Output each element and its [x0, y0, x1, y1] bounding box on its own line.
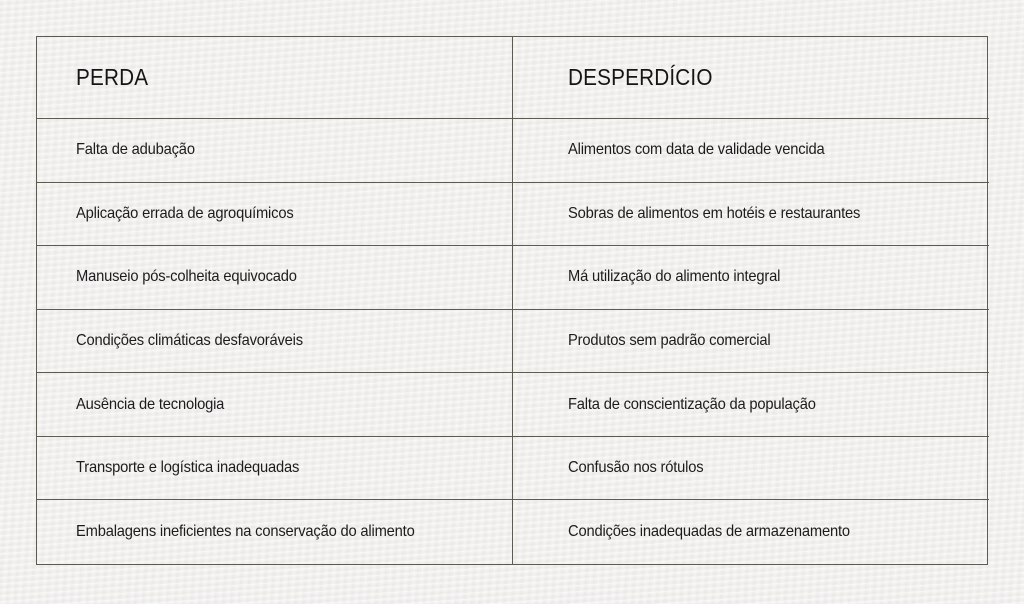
cell-text: Falta de adubação: [76, 141, 195, 159]
comparison-table: [36, 36, 988, 565]
cell-text: Sobras de alimentos em hotéis e restaurantes: [568, 204, 861, 222]
cell-text: Transporte e logística inadequadas: [76, 459, 300, 477]
table-row-perda: [37, 183, 513, 247]
table-row-perda: [37, 437, 513, 501]
table-row-perda: [37, 310, 513, 374]
table-row-perda: [37, 119, 513, 183]
cell-text: Manuseio pós-colheita equivocado: [76, 268, 297, 286]
cell-text: Condições climáticas desfavoráveis: [76, 331, 303, 349]
table-row-desperdicio: [513, 310, 989, 374]
cell-text: Alimentos com data de validade vencida: [568, 141, 825, 159]
table-row-desperdicio: [513, 500, 989, 564]
cell-text: Produtos sem padrão comercial: [568, 331, 771, 349]
table-row-perda: [37, 373, 513, 437]
cell-text: Aplicação errada de agroquímicos: [76, 204, 294, 222]
cell-text: Falta de conscientização da população: [568, 395, 816, 413]
cell-text: Condições inadequadas de armazenamento: [568, 523, 850, 541]
table-row-desperdicio: [513, 183, 989, 247]
table-row-desperdicio: [513, 246, 989, 310]
cell-text: Confusão nos rótulos: [568, 459, 704, 477]
table-row-perda: [37, 500, 513, 564]
table-row-perda: [37, 246, 513, 310]
table-row-desperdicio: [513, 437, 989, 501]
header-desperdicio: DESPERDÍCIO: [513, 37, 989, 119]
table-row-desperdicio: [513, 119, 989, 183]
cell-text: Embalagens ineficientes na conservação do alimento: [76, 523, 415, 541]
header-perda: PERDA: [37, 37, 513, 119]
cell-text: Ausência de tecnologia: [76, 395, 225, 413]
cell-text: Má utilização do alimento integral: [568, 268, 781, 286]
table-row-desperdicio: [513, 373, 989, 437]
